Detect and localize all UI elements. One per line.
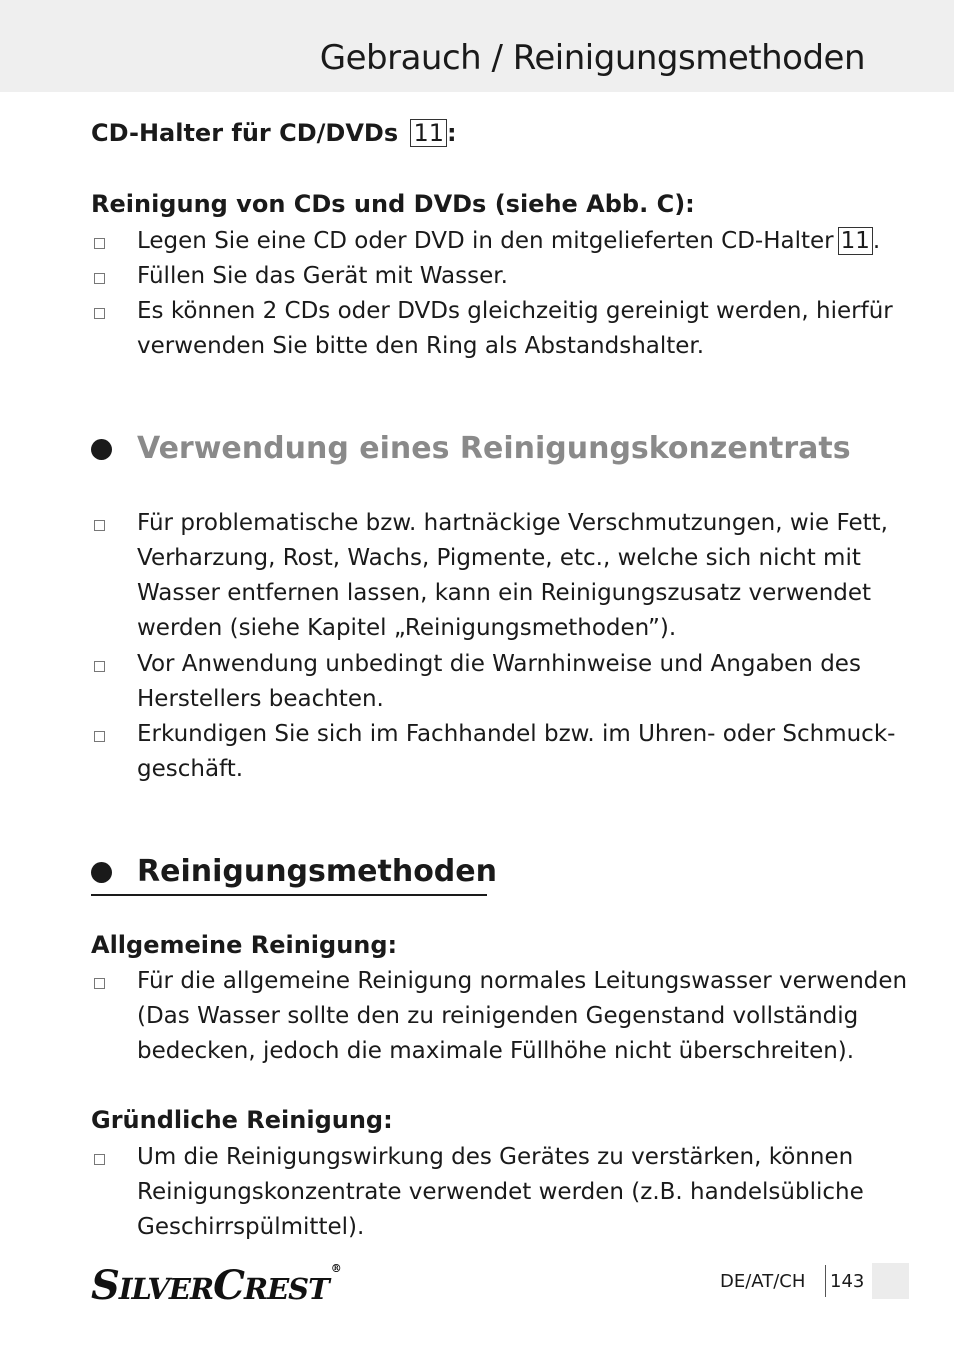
logo-letter: C xyxy=(213,1262,244,1309)
cd-holder-heading-text: CD-Halter für CD/DVDs xyxy=(91,119,399,147)
footer-locale: DE/AT/CH xyxy=(720,1271,806,1292)
list-item-line: Legen Sie eine CD oder DVD in den mitgelieferten CD-Halter xyxy=(137,228,834,254)
list-item-line: geschäft. xyxy=(137,756,244,782)
list-item-suffix: . xyxy=(872,228,881,254)
silvercrest-logo xyxy=(91,1262,342,1309)
list-item-line: Vor Anwendung unbedingt die Warnhinweise und Angaben des xyxy=(137,651,861,677)
concentrate-section-title: Verwendung eines Reinigungskonzentrats xyxy=(137,431,851,466)
bullet-square-icon xyxy=(94,273,105,284)
list-item-text xyxy=(137,224,880,259)
methods-section-title: Reinigungsmethoden xyxy=(137,854,497,889)
bullet-square-icon xyxy=(94,1154,105,1165)
registered-mark: ® xyxy=(330,1262,342,1275)
list-item-line: Herstellers beachten. xyxy=(137,686,384,712)
bullet-square-icon xyxy=(94,520,105,531)
list-item-line: Erkundigen Sie sich im Fachhandel bzw. im Uhren- oder Schmuck- xyxy=(137,721,896,747)
list-item-line: Reinigungskonzentrate verwendet werden (z.B. handelsübliche xyxy=(137,1179,864,1205)
logo-letter: S xyxy=(91,1262,119,1309)
list-item-line: werden (siehe Kapitel „Reinigungsmethoden”). xyxy=(137,615,677,641)
bullet-square-icon xyxy=(94,731,105,742)
cd-cleaning-heading: Reinigung von CDs und DVDs (siehe Abb. C): xyxy=(91,190,695,218)
ref-number-box: 11 xyxy=(410,119,447,147)
list-item-line: Für problematische bzw. hartnäckige Verschmutzungen, wie Fett, xyxy=(137,510,888,536)
footer-divider xyxy=(825,1265,826,1297)
bullet-square-icon xyxy=(94,308,105,319)
footer-gray-box xyxy=(872,1263,909,1299)
thorough-cleaning-heading: Gründliche Reinigung: xyxy=(91,1106,393,1134)
list-item-line: Wasser entfernen lassen, kann ein Reinigungszusatz verwendet xyxy=(137,580,872,606)
bullet-square-icon xyxy=(94,978,105,989)
list-item-line: Verharzung, Rost, Wachs, Pigmente, etc., welche sich nicht mit xyxy=(137,545,861,571)
list-item-line: Geschirrspülmittel). xyxy=(137,1214,365,1240)
list-item-line: verwenden Sie bitte den Ring als Abstandshalter. xyxy=(137,333,705,359)
logo-letters: ILVER xyxy=(118,1272,214,1306)
section-bullet-dot-icon xyxy=(91,862,112,883)
page-title: Gebrauch / Reinigungsmethoden xyxy=(319,38,865,78)
list-item-line: (Das Wasser sollte den zu reinigenden Gegenstand vollständig xyxy=(137,1003,859,1029)
bullet-square-icon xyxy=(94,661,105,672)
list-item-line: Für die allgemeine Reinigung normales Leitungswasser verwenden xyxy=(137,968,908,994)
ref-number-box: 11 xyxy=(838,227,873,255)
list-item-line: bedecken, jedoch die maximale Füllhöhe nicht überschreiten). xyxy=(137,1038,855,1064)
page-number: 143 xyxy=(830,1271,865,1292)
section-underline xyxy=(91,894,487,896)
section-bullet-dot-icon xyxy=(91,439,112,460)
general-cleaning-heading: Allgemeine Reinigung: xyxy=(91,931,398,959)
cd-holder-heading-colon: : xyxy=(447,119,457,147)
cd-holder-heading xyxy=(91,119,457,147)
list-item-line: Um die Reinigungswirkung des Gerätes zu verstärken, können xyxy=(137,1144,854,1170)
list-item-line: Es können 2 CDs oder DVDs gleichzeitig gereinigt werden, hierfür xyxy=(137,298,893,324)
list-item-line: Füllen Sie das Gerät mit Wasser. xyxy=(137,263,508,289)
logo-letters: REST xyxy=(243,1272,329,1306)
bullet-square-icon xyxy=(94,238,105,249)
